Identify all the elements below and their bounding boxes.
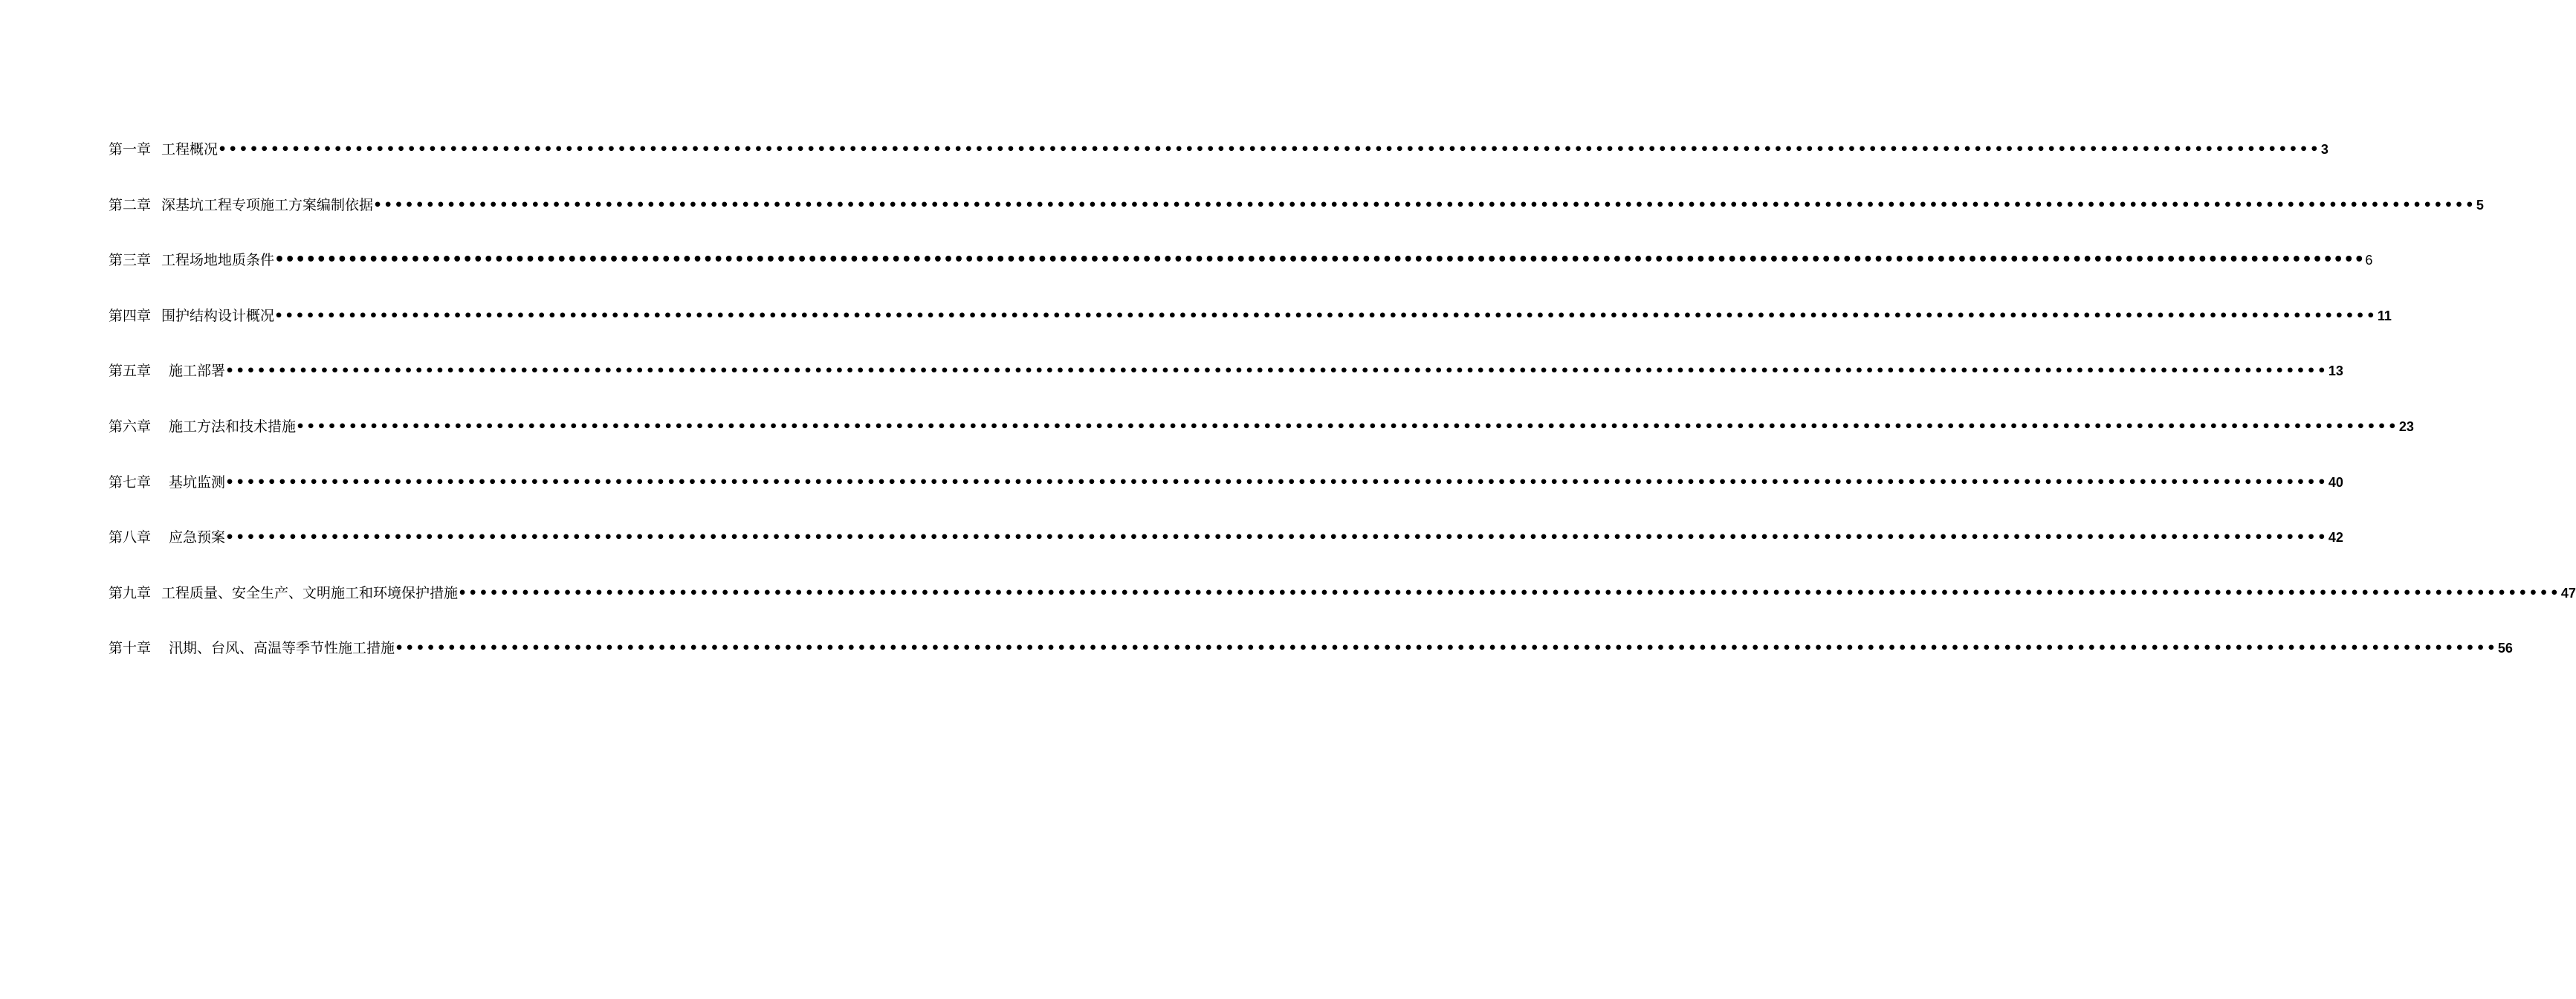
- toc-entry-4[interactable]: [109, 305, 2392, 327]
- dot-leader: ••••••••••••••••••••••••••••••••••••••••••••••••••••••••••••••••••••••••••••••••••••••••••••••••••••••••••••••••••••••••••••••••••••••••••••••••••••••••••••••••••••••••••••••••••••••••••••••••••••••••: [274, 307, 2377, 324]
- dot-leader: ••••••••••••••••••••••••••••••••••••••••••••••••••••••••••••••••••••••••••••••••••••••••••••••••••••••••••••••••••••••••••••••••••••••••••••••••••••••••••••••••••••••••••••••••••••••••••••••••••••••••: [458, 584, 2560, 601]
- toc-entry-1[interactable]: [109, 138, 2329, 161]
- chapter-number: 第九章: [109, 584, 152, 601]
- dot-leader: ••••••••••••••••••••••••••••••••••••••••••••••••••••••••••••••••••••••••••••••••••••••••••••••••••••••••••••••••••••••••••••••••••••••••••••••••••••••••••••••••••••••••••••••••••••••••••••••••••••••••: [225, 473, 2328, 491]
- table-of-contents: [109, 138, 2576, 693]
- chapter-title: 汛期、台风、高温等季节性施工措施: [169, 640, 395, 657]
- chapter-number: 第二章: [109, 196, 152, 213]
- page-number: 11: [2377, 308, 2392, 323]
- toc-entry-3[interactable]: [109, 249, 2373, 271]
- dot-leader: ••••••••••••••••••••••••••••••••••••••••••••••••••••••••••••••••••••••••••••••••••••••••••••••••••••••••••••••••••••••••••••••••••••••••••••••••••••••••••••••••••••••••••••••••••••••••••••••••••••••••: [225, 363, 2328, 380]
- toc-entry-10[interactable]: [109, 637, 2513, 659]
- page-number: 6: [2365, 253, 2373, 268]
- dot-leader: ••••••••••••••••••••••••••••••••••••••••••••••••••••••••••••••••••••••••••••••••••••••••••••••••••••••••••••••••••••••••••••••••••••••••••••••••••••••••••••••••••••••••••••••••••••••••••••••••••••••••: [373, 196, 2476, 213]
- page-number: 56: [2497, 641, 2513, 656]
- chapter-title: 工程概况: [161, 141, 219, 158]
- chapter-number: 第一章: [109, 141, 152, 158]
- chapter-title: 工程质量、安全生产、文明施工和环境保护措施: [161, 584, 459, 601]
- chapter-number: 第六章: [109, 418, 152, 435]
- chapter-title: 深基坑工程专项施工方案编制依据: [161, 196, 374, 213]
- dot-leader: ••••••••••••••••••••••••••••••••••••••••••••••••••••••••••••••••••••••••••••••••••••••••••••••••••••••••••••••••••••••••••••••••••••••••••••••••••••••••••••••••••••••••••••••••••••••••••••••••••••••••: [395, 640, 2497, 657]
- page-number: 5: [2476, 197, 2484, 213]
- chapter-number: 第四章: [109, 307, 152, 324]
- chapter-number: 第八章: [109, 529, 152, 546]
- dot-leader: ••••••••••••••••••••••••••••••••••••••••••••••••••••••••••••••••••••••••••••••••••••••••••••••••••••••••••••••••••••••••••••••••••••••••••••••••••••••••••••••••••••••••••••••••••••••••••••••••••••••••: [218, 141, 2320, 158]
- dot-leader: ••••••••••••••••••••••••••••••••••••••••••••••••••••••••••••••••••••••••••••••••••••••••••••••••••••••••••••••••••••••••••••••••••••••••••••••••••••••••••••••••••••••••••••••••••••••••••••••••••••••••: [274, 250, 2365, 270]
- toc-entry-2[interactable]: [109, 194, 2484, 216]
- toc-entry-8[interactable]: [109, 526, 2343, 549]
- chapter-number: 第七章: [109, 473, 152, 491]
- chapter-number: 第十章: [109, 640, 152, 657]
- toc-entry-7[interactable]: [109, 471, 2343, 494]
- chapter-title: 基坑监测: [169, 473, 226, 491]
- page-number: 13: [2328, 363, 2343, 379]
- chapter-number: 第三章: [109, 252, 152, 269]
- page-number: 3: [2320, 142, 2329, 157]
- chapter-title: 应急预案: [169, 529, 226, 546]
- page-number: 40: [2328, 474, 2343, 490]
- page-number: 47: [2560, 585, 2576, 601]
- chapter-title: 施工部署: [169, 363, 226, 380]
- chapter-title: 工程场地地质条件: [161, 252, 275, 269]
- page-number: 42: [2328, 530, 2343, 546]
- chapter-number: 第五章: [109, 363, 152, 380]
- toc-entry-5[interactable]: [109, 360, 2343, 382]
- chapter-title: 围护结构设计概况: [161, 307, 275, 324]
- chapter-title: 施工方法和技术措施: [169, 418, 297, 435]
- dot-leader: ••••••••••••••••••••••••••••••••••••••••••••••••••••••••••••••••••••••••••••••••••••••••••••••••••••••••••••••••••••••••••••••••••••••••••••••••••••••••••••••••••••••••••••••••••••••••••••••••••••••••: [296, 418, 2398, 435]
- page-number: 23: [2398, 418, 2414, 434]
- toc-entry-9[interactable]: [109, 582, 2576, 604]
- dot-leader: ••••••••••••••••••••••••••••••••••••••••••••••••••••••••••••••••••••••••••••••••••••••••••••••••••••••••••••••••••••••••••••••••••••••••••••••••••••••••••••••••••••••••••••••••••••••••••••••••••••••••: [225, 529, 2328, 546]
- toc-entry-6[interactable]: [109, 416, 2414, 438]
